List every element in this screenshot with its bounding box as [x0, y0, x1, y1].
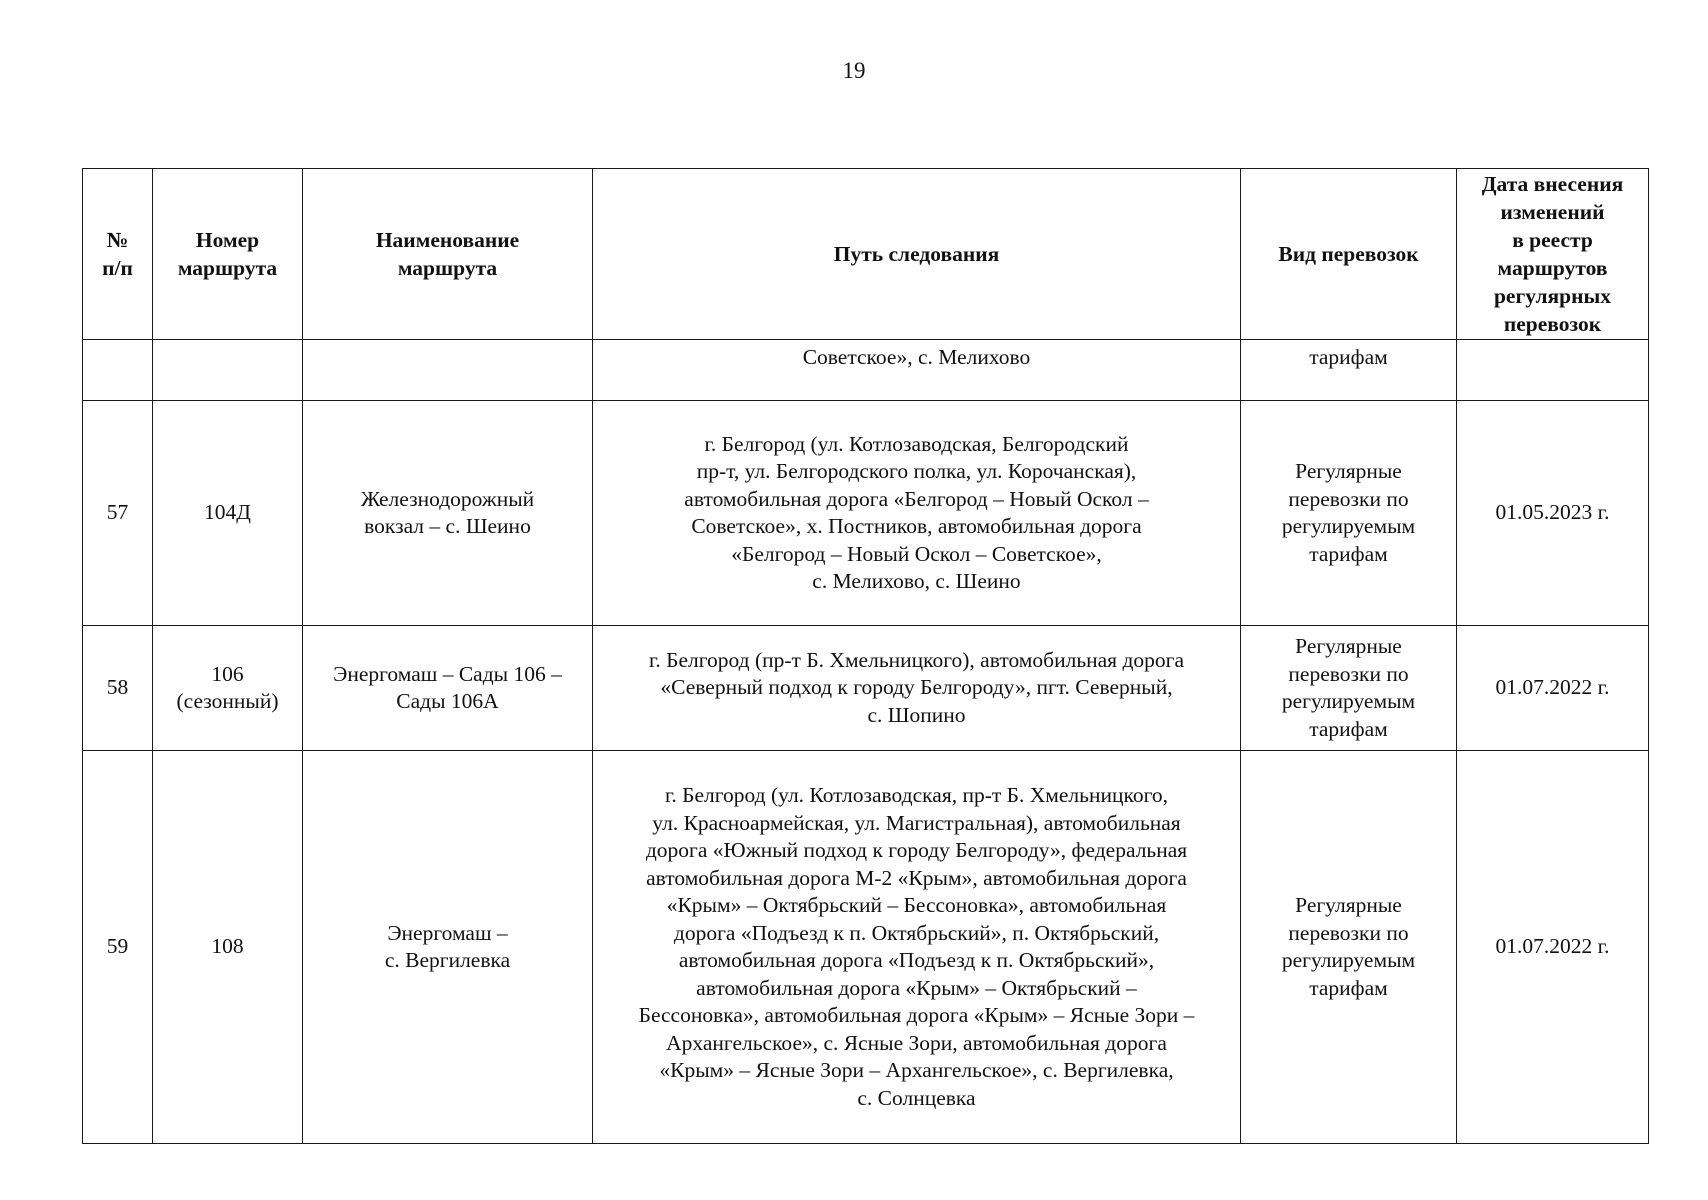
cell-line: 106	[211, 661, 244, 686]
header-line: №	[106, 228, 129, 252]
header-line: регулярных	[1493, 284, 1612, 308]
cell-line: перевозки по	[1288, 486, 1409, 511]
cell-line: с. Солнцевка	[857, 1085, 976, 1110]
header-route-number	[153, 169, 303, 340]
cell-transport-type: тарифам	[1241, 340, 1457, 401]
cell-n: 59	[83, 751, 153, 1144]
cell-line: вокзал – с. Шеино	[364, 514, 531, 538]
cell-line: г. Белгород (ул. Котлозаводская, пр-т Б. Хмельницкого,	[665, 783, 1168, 807]
cell-line: тарифам	[1309, 716, 1388, 741]
cell-line: дорога «Подъезд к п. Октябрьский», п. Октябрьский,	[673, 920, 1160, 945]
cell-line: с. Шопино	[867, 702, 966, 727]
table-row	[83, 401, 1649, 626]
header-line: в реестр	[1512, 228, 1593, 252]
cell-line: регулируемым	[1281, 948, 1416, 972]
cell-date: 01.07.2022 г.	[1457, 751, 1649, 1144]
cell-date	[1457, 340, 1649, 401]
header-date	[1457, 169, 1649, 340]
cell-line: г. Белгород (ул. Котлозаводская, Белгородский	[704, 431, 1129, 456]
cell-n	[83, 340, 153, 401]
routes-registry-table	[82, 168, 1649, 1144]
header-line: маршрута	[177, 256, 278, 280]
cell-line: Советское», х. Постников, автомобильная дорога	[691, 514, 1142, 538]
header-line: п/п	[102, 256, 133, 280]
header-path: Путь следования	[593, 169, 1241, 340]
cell-line: Энергомаш – Сады 106 –	[333, 661, 562, 686]
cell-line: тарифам	[1309, 975, 1388, 1000]
header-line: изменений	[1500, 200, 1605, 224]
cell-path: Советское», с. Мелихово	[593, 340, 1241, 401]
cell-n: 57	[83, 401, 153, 626]
table-row	[83, 751, 1649, 1144]
cell-path	[593, 401, 1241, 626]
table-header-row	[83, 169, 1649, 340]
cell-transport-type	[1241, 751, 1457, 1144]
cell-line: Архангельское», с. Ясные Зори, автомобильная дорога	[666, 1030, 1167, 1055]
cell-line: автомобильная дорога «Подъезд к п. Октябрьский»,	[678, 948, 1155, 972]
cell-date: 01.05.2023 г.	[1457, 401, 1649, 626]
cell-line: Железнодорожный	[360, 486, 535, 511]
cell-line: Сады 106А	[396, 689, 499, 713]
cell-line: Энергомаш –	[387, 920, 508, 945]
header-line: маршрутов	[1497, 256, 1608, 280]
cell-n: 58	[83, 626, 153, 751]
cell-line: перевозки по	[1288, 920, 1409, 945]
cell-path	[593, 751, 1241, 1144]
cell-date: 01.07.2022 г.	[1457, 626, 1649, 751]
cell-line: «Крым» – Октябрьский – Бессоновка», автомобильная	[666, 893, 1167, 917]
header-route-name	[303, 169, 593, 340]
cell-transport-type	[1241, 626, 1457, 751]
cell-line: тарифам	[1309, 541, 1388, 566]
table-row-continuation	[83, 340, 1649, 401]
cell-transport-type	[1241, 401, 1457, 626]
cell-path	[593, 626, 1241, 751]
cell-line: с. Мелихово, с. Шеино	[812, 569, 1021, 593]
cell-line: г. Белгород (пр-т Б. Хмельницкого), автомобильная дорога	[648, 647, 1184, 672]
table-row	[83, 626, 1649, 751]
cell-route-name	[303, 751, 593, 1144]
header-transport-type: Вид перевозок	[1241, 169, 1457, 340]
cell-line: 104Д	[204, 500, 251, 525]
cell-route-name	[303, 340, 593, 401]
cell-line: Регулярные	[1295, 459, 1402, 483]
cell-line: ул. Красноармейская, ул. Магистральная), автомобильная	[652, 810, 1181, 835]
header-line: Дата внесения	[1481, 172, 1624, 196]
cell-line: дорога «Южный подход к городу Белгороду», федеральная	[645, 838, 1188, 862]
header-line: перевозок	[1503, 312, 1602, 336]
cell-route-name	[303, 626, 593, 751]
header-line: маршрута	[397, 256, 498, 280]
cell-line: Регулярные	[1295, 634, 1402, 658]
cell-line: автомобильная дорога «Крым» – Октябрьский –	[696, 975, 1137, 1000]
cell-route-number	[153, 401, 303, 626]
page-number: 19	[842, 58, 866, 83]
cell-route-number	[153, 626, 303, 751]
cell-line: «Северный подход к городу Белгороду», пгт. Северный,	[660, 675, 1173, 700]
cell-line: регулируемым	[1281, 689, 1416, 713]
header-line: Наименование	[375, 228, 520, 252]
header-line: Номер	[195, 228, 260, 252]
cell-line: регулируемым	[1281, 514, 1416, 538]
cell-line: «Крым» – Ясные Зори – Архангельское», с. Вергилевка,	[659, 1058, 1174, 1082]
cell-line: «Белгород – Новый Оскол – Советское»,	[731, 541, 1102, 566]
cell-line: Регулярные	[1295, 893, 1402, 917]
cell-line: (сезонный)	[176, 689, 279, 713]
cell-route-name	[303, 401, 593, 626]
cell-line: перевозки по	[1288, 661, 1409, 686]
cell-line: пр-т, ул. Белгородского полка, ул. Корочанская),	[696, 459, 1137, 483]
cell-line: Бессоновка», автомобильная дорога «Крым» – Ясные Зори –	[638, 1003, 1195, 1027]
cell-route-number	[153, 340, 303, 401]
cell-route-number	[153, 751, 303, 1144]
cell-line: 108	[211, 934, 244, 959]
header-n	[83, 169, 153, 340]
cell-line: автомобильная дорога М-2 «Крым», автомобильная дорога	[646, 865, 1187, 890]
cell-line: автомобильная дорога «Белгород – Новый Оскол –	[684, 486, 1149, 511]
cell-line: с. Вергилевка	[384, 948, 511, 972]
